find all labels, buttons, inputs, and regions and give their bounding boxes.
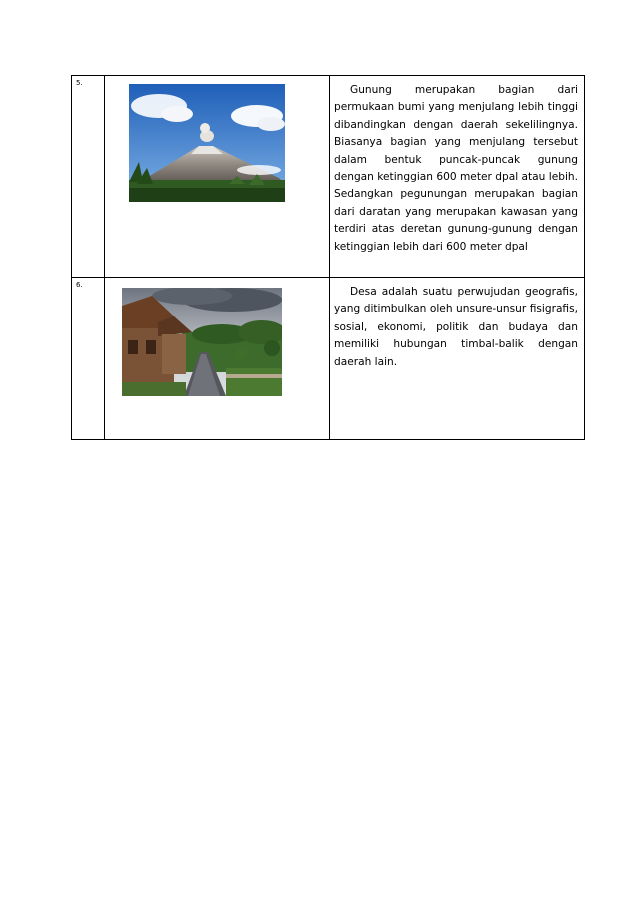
- image-cell: [105, 76, 330, 278]
- row-number: 6.: [72, 278, 105, 440]
- volcano-photo: [129, 84, 285, 202]
- description-text: Gunung merupakan bagian dari permukaan bumi yang menjulang lebih tinggi dibandingkan dengan daerah sekelilingnya. Biasanya bagian yang menjulang tersebut dalam bentuk puncak-puncak gunung dengan ketinggian 600 meter dpal atau lebih. Sedangkan pegunungan merupakan bagian dari daratan yang merupakan kawasan yang terdiri atas deretan gunung-gunung dengan ketinggian lebih dari 600 meter dpal: [334, 84, 578, 253]
- description-cell: [330, 76, 585, 278]
- description-text: Desa adalah suatu perwujudan geografis, yang ditimbulkan oleh unsure-unsur fisigrafis, sosial, ekonomi, politik dan budaya dan memiliki hubungan timbal-balik dengan daerah lain.: [334, 286, 578, 368]
- table-row: [72, 76, 585, 278]
- image-cell: [105, 278, 330, 440]
- row-number: 5.: [72, 76, 105, 278]
- village-photo: [122, 288, 282, 396]
- description-cell: [330, 278, 585, 440]
- table-row: [72, 278, 585, 440]
- content-table: [71, 75, 585, 440]
